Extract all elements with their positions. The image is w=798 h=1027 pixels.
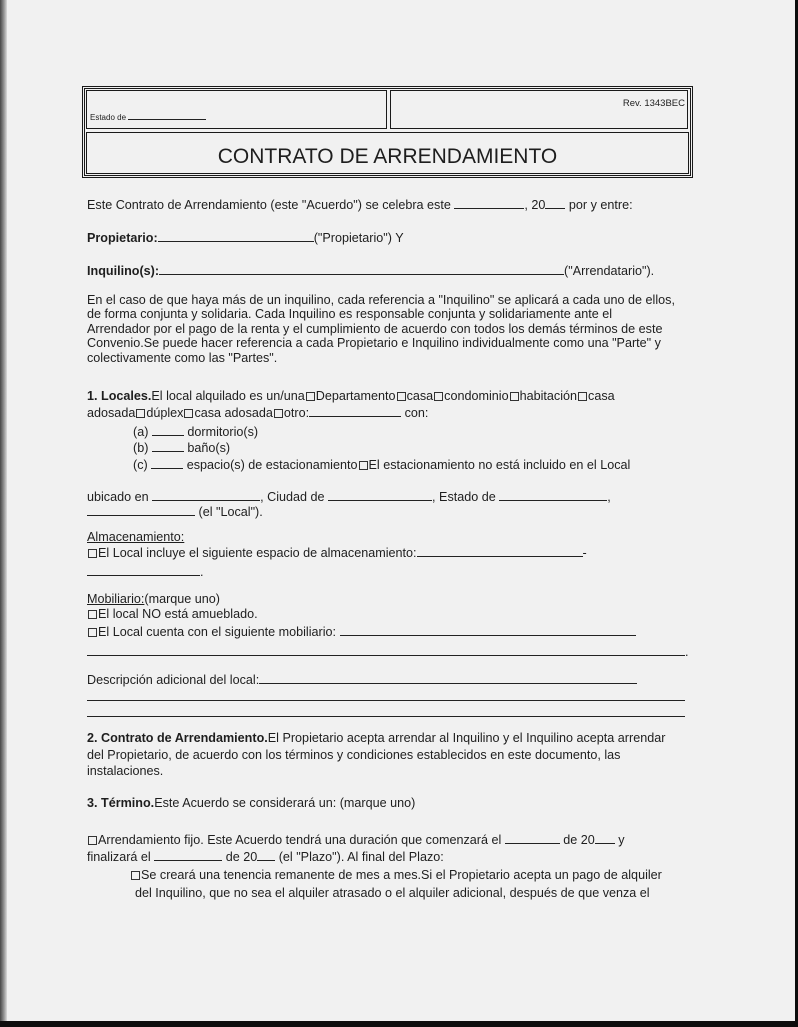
storage-end: . [200,565,204,579]
holdover-line-2: del Inquilino, que no sea el alquiler atrasado o el alquiler adicional, después de que venza el [135,886,650,900]
intro-line [87,197,633,213]
joint-liability-line-5: colectivamente como las "Partes". [87,351,278,365]
state-blank-address [499,490,607,501]
period-note: (el "Plazo"). Al final del Plazo: [278,850,444,864]
tenant-suffix: ("Arrendatario"). [564,264,655,278]
title-cell [86,132,689,174]
intro-tail: por y entre: [568,198,633,212]
checkbox-casa-adosada-2 [184,409,193,418]
address-line-1 [87,489,611,505]
storage-option: El Local incluye el siguiente espacio de almacenamiento: [98,546,417,560]
fixed-term-start: Arrendamiento fijo. Este Acuerdo tendrá una duración que comenzará el [98,833,502,847]
term-heading-line [87,795,415,811]
premises-line-1 [87,388,615,404]
lease-agreement-text-1: El Propietario acepta arrendar al Inquilino y el Inquilino acepta arrendar [267,731,666,745]
fixed-term-line-2 [87,849,444,865]
intro-text: Este Contrato de Arrendamiento (este "Acuerdo") se celebra este [87,198,451,212]
additional-description-line [87,672,637,688]
additional-description-line-3 [87,705,685,721]
holdover-line-1 [130,867,662,883]
term-heading: 3. Término. [87,796,155,810]
joint-liability-line-2: de forma conjunta y solidaria. Cada Inquilino es responsable conjunta y solidariamente ante el [87,307,613,321]
storage-blank [417,546,583,557]
joint-liability-line-3: Arrendador por el pago de la renta y el cumplimiento de acuerdo con todos los demás términos de este [87,322,663,336]
parking-marker: (c) [133,458,148,472]
scan-edge-bottom [0,1021,798,1027]
furnished-label: El Local cuenta con el siguiente mobiliario: [98,625,337,639]
local-label: (el "Local"). [198,505,263,519]
bedrooms-count-blank [152,425,184,436]
checkbox-fixed-term [88,836,97,845]
type-habitacion: habitación [519,389,578,403]
furniture-option-unfurnished [87,606,258,622]
holdover-text-1: Se creará una tenencia remanente de mes a mes.Si el Propietario acepta un pago de alquiler [141,868,662,882]
type-casa-adosada-2: casa adosada [194,406,273,420]
lease-agreement-line-1 [87,730,665,746]
zip-blank [87,505,195,516]
end-of-year: de 20 [225,850,258,864]
state-label-address: , Estado de [432,490,496,504]
landlord-suffix: ("Propietario") Y [313,231,404,245]
parking-excluded-label: El estacionamiento no está incluido en el Local [368,458,631,472]
checkbox-furnished [88,628,97,637]
joint-liability-line-4: Convenio.Se puede hacer referencia a cada Propietario e Inquilino individualmente como una "Parte" y [87,336,661,350]
lease-agreement-heading: 2. Contrato de Arrendamiento. [87,731,268,745]
landlord-name-blank [158,231,314,242]
city-label: , Ciudad de [260,490,325,504]
storage-heading-text: Almacenamiento: [87,530,185,544]
term-ends: finalizará el [87,850,151,864]
checkbox-condominio [434,392,443,401]
landlord-line [87,230,404,246]
storage-option-line [87,545,587,561]
checkbox-casa [397,392,406,401]
type-casa: casa [406,389,434,403]
state-blank [128,113,206,120]
checkbox-storage [88,549,97,558]
bathrooms-label: baño(s) [187,441,231,455]
address-line-2 [87,504,263,520]
additional-description-blank-2 [87,690,685,701]
end-date-blank [154,850,222,861]
furniture-option-furnished [87,624,636,640]
parking-line [133,457,630,473]
address-blank [152,490,260,501]
revision-code: Rev. 1343BEC [622,98,685,109]
state-cell [86,90,387,129]
term-lead: Este Acuerdo se considerará un: (marque uno) [154,796,416,810]
furniture-heading-text: Mobiliario: [87,592,145,606]
city-blank [328,490,432,501]
parking-count-blank [151,458,183,469]
storage-continuation-line [87,564,204,580]
furniture-continuation-line [87,644,689,660]
start-year-blank [595,833,615,844]
year-prefix: , 20 [524,198,546,212]
state-end: , [607,490,611,504]
scan-edge-left [0,0,7,1027]
state-field [90,113,206,123]
furniture-list-blank [340,625,636,636]
checkbox-habitacion [510,392,519,401]
joint-liability-line-1: En el caso de que haya más de un inquilino, cada referencia a "Inquilino" se aplicará a cada uno de ellos, [87,293,675,307]
document-title: CONTRATO DE ARRENDAMIENTO [217,145,558,168]
bedrooms-label: dormitorio(s) [187,425,259,439]
document-header [82,86,693,178]
end-year-blank [257,850,275,861]
lease-agreement-line-2: del Propietario, de acuerdo con los términos y condiciones establecidos en este documento, las [87,748,621,762]
checkbox-casa-adosada [578,392,587,401]
premises-line-2 [87,405,428,421]
storage-blank-2 [87,565,200,576]
premises-heading: 1. Locales. [87,389,152,403]
state-label: Estado de [90,113,127,122]
agreement-date-blank [454,198,524,209]
checkbox-holdover [131,871,140,880]
type-otro: otro: [283,406,310,420]
revision-cell [390,90,688,129]
term-and: y [618,833,625,847]
tenant-label: Inquilino(s): [87,264,160,278]
checkbox-otro [274,409,283,418]
type-duplex: dúplex [146,406,184,420]
type-casa-adosada-end: adosada [87,406,136,420]
premises-lead: El local alquilado es un/una [151,389,305,403]
lease-agreement-line-3: instalaciones. [87,764,164,778]
agreement-year-blank [545,198,565,209]
unfurnished-label: El local NO está amueblado. [98,607,258,621]
furniture-instruction: (marque uno) [144,592,221,606]
bathrooms-count-blank [152,441,184,452]
tenant-line [87,263,654,279]
other-type-blank [309,406,401,417]
start-of-year: de 20 [563,833,595,847]
checkbox-departamento [306,392,315,401]
bedrooms-line [133,424,258,440]
furniture-list-blank-2 [87,645,685,656]
type-condominio: condominio [444,389,509,403]
start-date-blank [505,833,560,844]
bathrooms-marker: (b) [133,441,149,455]
parking-label: espacio(s) de estacionamiento [186,458,358,472]
furniture-heading [87,591,220,607]
tenant-names-blank [159,264,564,275]
bathrooms-line [133,440,230,456]
fixed-term-line-1 [87,832,625,848]
other-suffix: con: [404,406,429,420]
additional-description-label: Descripción adicional del local: [87,673,260,687]
additional-description-line-2 [87,689,685,705]
storage-dash: - [582,546,587,560]
checkbox-duplex [136,409,145,418]
type-casa-adosada-start: casa [588,389,615,403]
located-label: ubicado en [87,490,149,504]
additional-description-blank [259,673,637,684]
checkbox-unfurnished [88,610,97,619]
landlord-label: Propietario: [87,231,158,245]
storage-heading [87,529,184,545]
checkbox-parking-excluded [359,461,368,470]
bedrooms-marker: (a) [133,425,149,439]
type-departamento: Departamento [315,389,396,403]
additional-description-blank-3 [87,706,685,717]
furniture-end: . [685,645,689,659]
